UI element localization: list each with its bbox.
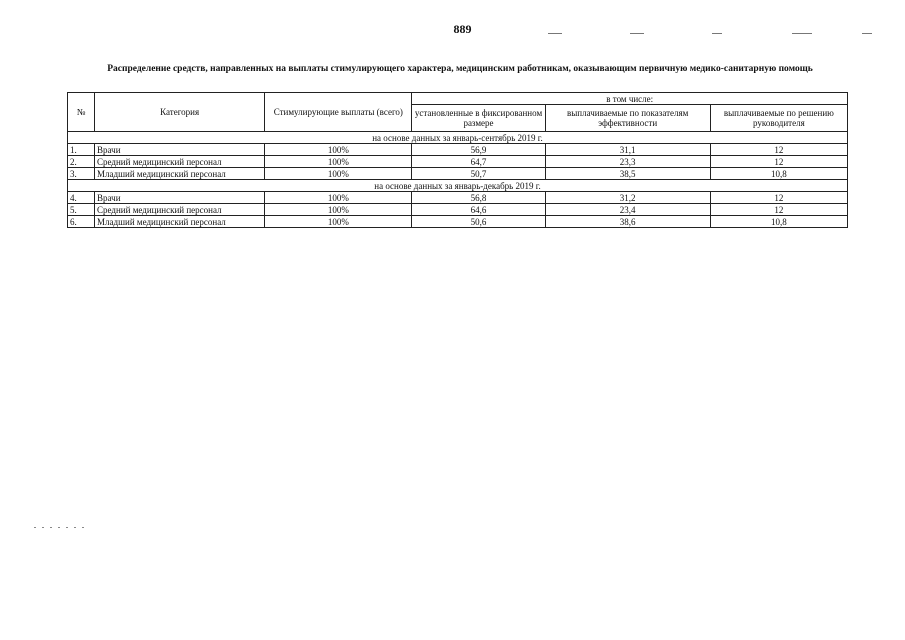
row-category: Средний медицинский персонал bbox=[95, 156, 265, 168]
scan-speck bbox=[712, 33, 722, 34]
row-fixed: 50,6 bbox=[412, 216, 545, 228]
row-num: 5. bbox=[68, 204, 95, 216]
scan-speck bbox=[792, 33, 812, 34]
row-efficiency: 38,5 bbox=[545, 168, 710, 180]
row-total: 100% bbox=[265, 204, 412, 216]
scan-speck bbox=[34, 527, 86, 528]
row-total: 100% bbox=[265, 156, 412, 168]
row-decision: 12 bbox=[710, 144, 847, 156]
page-number: 889 bbox=[453, 22, 472, 36]
row-fixed: 50,7 bbox=[412, 168, 545, 180]
row-num: 2. bbox=[68, 156, 95, 168]
row-fixed: 56,8 bbox=[412, 192, 545, 204]
section-label: на основе данных за январь-декабрь 2019 г. bbox=[68, 180, 848, 192]
table-row bbox=[68, 192, 848, 204]
row-fixed: 64,6 bbox=[412, 204, 545, 216]
header-including: в том числе: bbox=[412, 93, 848, 105]
row-efficiency: 23,4 bbox=[545, 204, 710, 216]
row-num: 6. bbox=[68, 216, 95, 228]
table-row bbox=[68, 144, 848, 156]
section-label: на основе данных за январь-сентябрь 2019 г. bbox=[68, 132, 848, 144]
header-num: № bbox=[68, 93, 95, 132]
section-row bbox=[68, 180, 848, 192]
table-body bbox=[68, 132, 848, 228]
row-efficiency: 38,6 bbox=[545, 216, 710, 228]
row-num: 3. bbox=[68, 168, 95, 180]
table-row bbox=[68, 168, 848, 180]
table-header bbox=[68, 93, 848, 132]
row-efficiency: 23,3 bbox=[545, 156, 710, 168]
table-row bbox=[68, 156, 848, 168]
scan-speck bbox=[630, 33, 644, 34]
row-efficiency: 31,1 bbox=[545, 144, 710, 156]
header-efficiency: выплачиваемые по показателям эффективности bbox=[545, 105, 710, 132]
row-category: Младший медицинский персонал bbox=[95, 216, 265, 228]
header-row-1 bbox=[68, 93, 848, 105]
row-decision: 10,8 bbox=[710, 216, 847, 228]
row-fixed: 56,9 bbox=[412, 144, 545, 156]
row-total: 100% bbox=[265, 192, 412, 204]
row-category: Врачи bbox=[95, 192, 265, 204]
header-total: Стимулирующие выплаты (всего) bbox=[265, 93, 412, 132]
row-efficiency: 31,2 bbox=[545, 192, 710, 204]
row-num: 1. bbox=[68, 144, 95, 156]
table-row bbox=[68, 216, 848, 228]
row-decision: 10,8 bbox=[710, 168, 847, 180]
row-decision: 12 bbox=[710, 192, 847, 204]
row-category: Врачи bbox=[95, 144, 265, 156]
header-category: Категория bbox=[95, 93, 265, 132]
row-fixed: 64,7 bbox=[412, 156, 545, 168]
row-category: Младший медицинский персонал bbox=[95, 168, 265, 180]
header-fixed: установленные в фиксированном размере bbox=[412, 105, 545, 132]
scan-speck bbox=[548, 33, 562, 34]
table-row bbox=[68, 204, 848, 216]
section-row bbox=[68, 132, 848, 144]
row-total: 100% bbox=[265, 144, 412, 156]
row-total: 100% bbox=[265, 216, 412, 228]
row-decision: 12 bbox=[710, 156, 847, 168]
row-category: Средний медицинский персонал bbox=[95, 204, 265, 216]
header-decision: выплачиваемые по решению руководителя bbox=[710, 105, 847, 132]
row-total: 100% bbox=[265, 168, 412, 180]
row-decision: 12 bbox=[710, 204, 847, 216]
row-num: 4. bbox=[68, 192, 95, 204]
payments-table bbox=[67, 92, 848, 228]
scan-speck bbox=[862, 33, 872, 34]
document-title: Распределение средств, направленных на выплаты стимулирующего характера, медицинским работникам, оказывающим первичную медико-санитарную помощь bbox=[107, 64, 813, 74]
